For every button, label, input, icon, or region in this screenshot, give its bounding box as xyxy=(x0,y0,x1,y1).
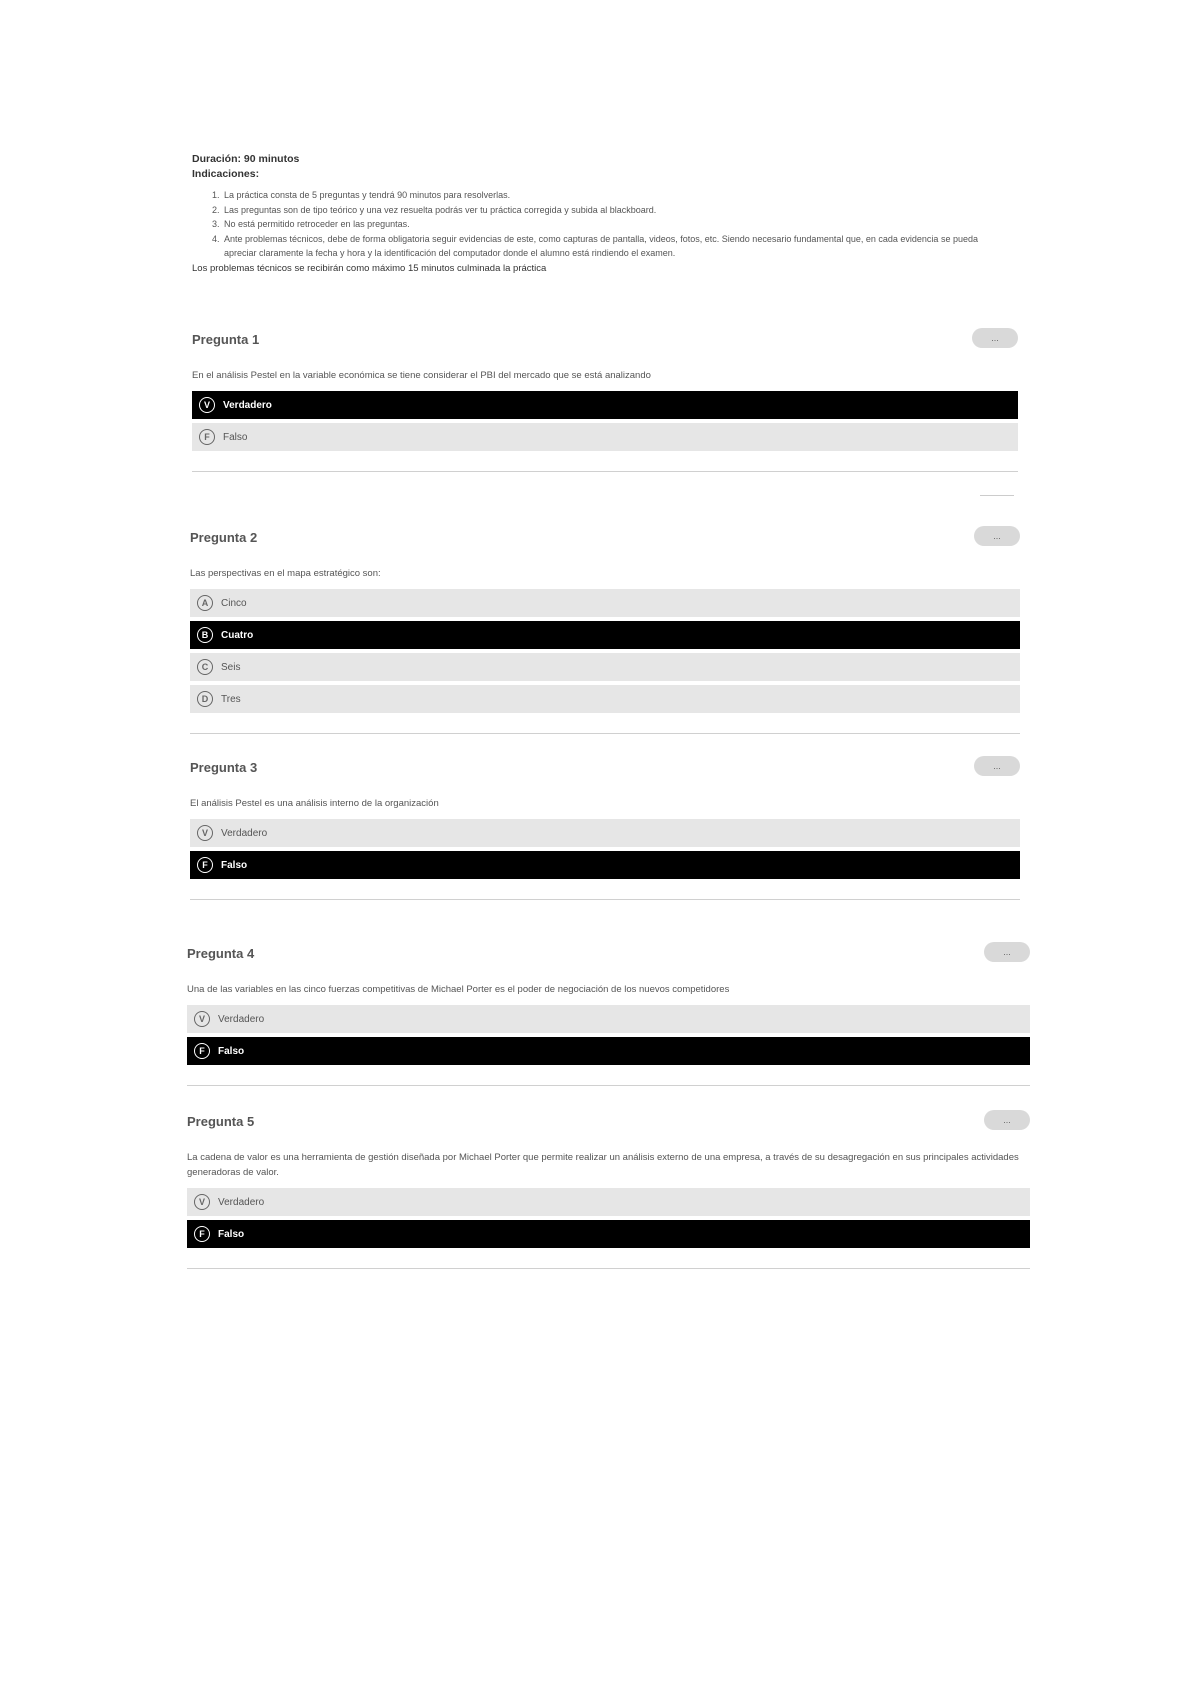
instruction-item: 3. No está permitido retroceder en las preguntas. xyxy=(222,217,1012,232)
indications-label: Indicaciones: xyxy=(192,168,260,180)
option-label: Seis xyxy=(221,661,241,673)
question-status-badge: ... xyxy=(974,526,1020,546)
question-text: Una de las variables en las cinco fuerzas competitivas de Michael Porter es el poder de negociación de los nuevos competidores xyxy=(187,984,730,995)
option-letter-badge: B xyxy=(197,627,213,643)
exam-header xyxy=(192,152,1012,276)
answer-option-f[interactable] xyxy=(192,423,1018,451)
question-1 xyxy=(192,328,1018,472)
question-title: Pregunta 5 xyxy=(187,1114,255,1129)
option-label: Falso xyxy=(218,1228,245,1240)
option-letter-badge: F xyxy=(194,1043,210,1059)
answer-option-f[interactable] xyxy=(187,1037,1030,1065)
question-title: Pregunta 4 xyxy=(187,946,255,961)
question-status-badge: ... xyxy=(972,328,1018,348)
option-label: Verdadero xyxy=(221,827,268,839)
answer-option-f[interactable] xyxy=(190,851,1020,879)
question-title: Pregunta 2 xyxy=(190,530,258,545)
option-letter-badge: C xyxy=(197,659,213,675)
option-letter-badge: V xyxy=(199,397,215,413)
question-3 xyxy=(190,756,1020,900)
option-letter-badge: V xyxy=(194,1194,210,1210)
option-label: Verdadero xyxy=(218,1196,265,1208)
question-status-badge: ... xyxy=(974,756,1020,776)
question-5 xyxy=(187,1110,1030,1269)
instruction-item: 4. Ante problemas técnicos, debe de forma obligatoria seguir evidencias de este, como capturas de pantalla, videos, fotos, etc. Siendo necesario fundamental que, en cada evidencia se pueda apreciar claramente la fecha y hora y la identificación del computador donde el alumno está rindiendo el examen. xyxy=(222,232,1012,261)
question-text: El análisis Pestel es una análisis interno de la organización xyxy=(190,798,439,809)
option-label: Tres xyxy=(221,693,241,705)
option-letter-badge: F xyxy=(197,857,213,873)
instruction-item: 1. La práctica consta de 5 preguntas y tendrá 90 minutos para resolverlas. xyxy=(222,188,1012,203)
question-text: Las perspectivas en el mapa estratégico son: xyxy=(190,568,381,579)
question-title: Pregunta 1 xyxy=(192,332,260,347)
question-title: Pregunta 3 xyxy=(190,760,258,775)
question-status-badge: ... xyxy=(984,1110,1030,1130)
answer-option-v[interactable] xyxy=(187,1005,1030,1033)
duration-text: Duración: 90 minutos xyxy=(192,153,300,165)
option-label: Falso xyxy=(221,859,248,871)
answer-option-v[interactable] xyxy=(190,819,1020,847)
option-label: Falso xyxy=(218,1045,245,1057)
answer-option-f[interactable] xyxy=(187,1220,1030,1248)
option-label: Falso xyxy=(223,431,248,443)
answer-option-a[interactable] xyxy=(190,589,1020,617)
instruction-item: 2. Las preguntas son de tipo teórico y una vez resuelta podrás ver tu práctica corregida y subida al blackboard. xyxy=(222,203,1012,218)
answer-option-v[interactable] xyxy=(187,1188,1030,1216)
option-letter-badge: V xyxy=(194,1011,210,1027)
option-label: Verdadero xyxy=(223,399,272,411)
question-text: La cadena de valor es una herramienta de gestión diseñada por Michael Porter que permite realizar un análisis externo de una empresa, a través de su desagregación en sus principales actividades generadoras de valor. xyxy=(187,1152,1019,1178)
question-2 xyxy=(190,526,1020,734)
question-divider xyxy=(192,471,1018,472)
option-label: Cinco xyxy=(221,597,247,609)
option-letter-badge: F xyxy=(199,429,215,445)
option-letter-badge: F xyxy=(194,1226,210,1242)
option-letter-badge: A xyxy=(197,595,213,611)
question-4 xyxy=(187,942,1030,1086)
question-divider xyxy=(187,1268,1030,1269)
option-letter-badge: D xyxy=(197,691,213,707)
question-divider xyxy=(187,1085,1030,1086)
question-divider xyxy=(190,899,1020,900)
answer-option-v[interactable] xyxy=(192,391,1018,419)
question-divider xyxy=(190,733,1020,734)
answer-option-c[interactable] xyxy=(190,653,1020,681)
instructions-list xyxy=(192,188,1012,261)
option-label: Verdadero xyxy=(218,1013,265,1025)
separator-line xyxy=(980,495,1014,496)
question-status-badge: ... xyxy=(984,942,1030,962)
option-label: Cuatro xyxy=(221,629,254,641)
answer-option-d[interactable] xyxy=(190,685,1020,713)
question-text: En el análisis Pestel en la variable económica se tiene considerar el PBI del mercado que se está analizando xyxy=(192,370,651,381)
option-letter-badge: V xyxy=(197,825,213,841)
technical-note: Los problemas técnicos se recibirán como máximo 15 minutos culminada la práctica xyxy=(192,262,547,274)
answer-option-b[interactable] xyxy=(190,621,1020,649)
